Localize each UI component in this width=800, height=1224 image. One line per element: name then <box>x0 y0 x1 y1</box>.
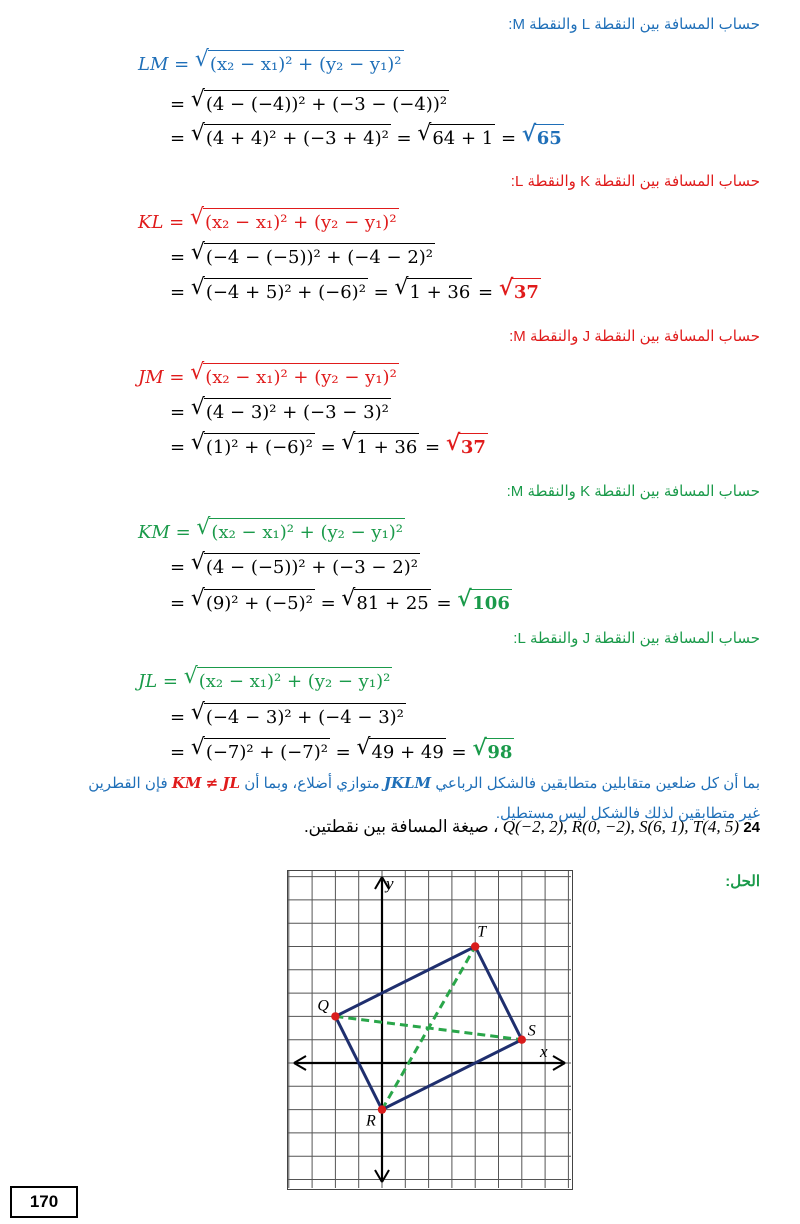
sum: 64 + 1 <box>430 124 495 152</box>
inequality-left: KM <box>171 774 202 792</box>
distance-formula: (x₂ − x₁)² + (y₂ − y₁)² <box>203 363 399 391</box>
point-r <box>378 1105 386 1113</box>
formula-line: JM = √ (x₂ − x₁)² + (y₂ − y₁)² <box>138 363 399 391</box>
point-label-r: R <box>366 1112 376 1130</box>
point-q <box>331 1012 339 1020</box>
substitution-line: = √ (−4 − 3)² + (−4 − 3)² <box>170 703 406 731</box>
coordinate-figure <box>287 870 573 1190</box>
shape-name: JKLM <box>383 774 432 792</box>
x-axis-label: x <box>540 1042 548 1061</box>
substitution: (−4 − 3)² + (−4 − 3)² <box>204 703 406 731</box>
simplified: (−7)² + (−7)² <box>204 738 330 766</box>
formula-line: LM = √ (x₂ − x₁)² + (y₂ − y₁)² <box>138 50 404 78</box>
substitution: (−4 − (−5))² + (−4 − 2)² <box>204 243 435 271</box>
formula-line: JL = √ (x₂ − x₁)² + (y₂ − y₁)² <box>138 667 392 695</box>
substitution-line: = √ (−4 − (−5))² + (−4 − 2)² <box>170 243 435 271</box>
substitution-line: = √ (4 − (−4))² + (−3 − (−4))² <box>170 90 449 118</box>
final-answer: 65 <box>535 124 564 152</box>
sum: 49 + 49 <box>369 738 445 766</box>
final-answer: 98 <box>485 738 514 766</box>
simplified: (1)² + (−6)² <box>204 433 315 461</box>
substitution: (4 − 3)² + (−3 − 3)² <box>204 398 391 426</box>
point-s <box>518 1036 526 1044</box>
final-answer: 37 <box>512 278 541 306</box>
distance-formula: (x₂ − x₁)² + (y₂ − y₁)² <box>203 208 399 236</box>
distance-label: JL <box>138 671 158 692</box>
substitution-line: = √ (4 − (−5))² + (−3 − 2)² <box>170 553 420 581</box>
simplification-line: = √ (1)² + (−6)² = √ 1 + 36 = √ 37 <box>170 433 488 461</box>
final-answer: 106 <box>470 589 512 617</box>
solution-label: الحل: <box>725 873 760 890</box>
conclusion-line-2: غير متطابقين لذلك فالشكل ليس مستطيل. <box>495 805 760 822</box>
question-text: ، صيغة المسافة بين نقطتين. <box>304 817 499 836</box>
distance-formula: (x₂ − x₁)² + (y₂ − y₁)² <box>208 50 404 78</box>
distance-label: LM <box>138 54 169 75</box>
substitution: (4 − (−4))² + (−3 − (−4))² <box>204 90 449 118</box>
simplified: (−4 + 5)² + (−6)² <box>204 278 368 306</box>
sum: 1 + 36 <box>407 278 472 306</box>
inequality-sign: ≠ <box>205 774 219 792</box>
sum: 1 + 36 <box>354 433 419 461</box>
final-answer: 37 <box>459 433 488 461</box>
formula-line: KM = √ (x₂ − x₁)² + (y₂ − y₁)² <box>138 518 405 546</box>
conclusion-line-1: بما أن كل ضلعين متقابلين متطابقين فالشكل الرباعي JKLM متوازي أضلاع، وبما أن KM ≠ JL فإن القطرين <box>88 774 760 792</box>
page-number: 170 <box>10 1186 78 1218</box>
distance-label: JM <box>138 367 164 388</box>
substitution-line: = √ (4 − 3)² + (−3 − 3)² <box>170 398 391 426</box>
formula-line: KL = √ (x₂ − x₁)² + (y₂ − y₁)² <box>138 208 399 236</box>
section-heading-lm: حساب المسافة بين النقطة L والنقطة M: <box>508 16 760 33</box>
point-label-s: S <box>527 1022 536 1040</box>
y-axis-label: y <box>386 874 394 893</box>
simplified: (9)² + (−5)² <box>204 589 315 617</box>
substitution: (4 − (−5))² + (−3 − 2)² <box>204 553 420 581</box>
sum: 81 + 25 <box>354 589 430 617</box>
simplification-line: = √ (−4 + 5)² + (−6)² = √ 1 + 36 = √ 37 <box>170 278 541 306</box>
section-heading-jl: حساب المسافة بين النقطة J والنقطة L: <box>513 630 760 647</box>
coordinate-grid-svg <box>288 871 571 1188</box>
simplified: (4 + 4)² + (−3 + 4)² <box>204 124 391 152</box>
distance-label: KM <box>138 522 170 543</box>
section-heading-kl: حساب المسافة بين النقطة K والنقطة L: <box>510 173 760 190</box>
inequality-right: JL <box>222 774 241 792</box>
point-label-t: T <box>477 923 487 941</box>
distance-formula: (x₂ − x₁)² + (y₂ − y₁)² <box>197 667 393 695</box>
point-t <box>471 942 479 950</box>
question-number: 24 <box>743 819 760 836</box>
question-24 <box>304 817 760 837</box>
simplification-line: = √ (9)² + (−5)² = √ 81 + 25 = √ 106 <box>170 589 512 617</box>
section-heading-km: حساب المسافة بين النقطة K والنقطة M: <box>506 483 760 500</box>
simplification-line: = √ (−7)² + (−7)² = √ 49 + 49 = √ 98 <box>170 738 514 766</box>
distance-label: KL <box>138 212 164 233</box>
point-label-q: Q <box>317 997 329 1015</box>
distance-formula: (x₂ − x₁)² + (y₂ − y₁)² <box>209 518 405 546</box>
section-heading-jm: حساب المسافة بين النقطة J والنقطة M: <box>509 328 760 345</box>
simplification-line: = √ (4 + 4)² + (−3 + 4)² = √ 64 + 1 = √ 65 <box>170 124 564 152</box>
question-points: Q(−2, 2), R(0, −2), S(6, 1), T(4, 5) <box>502 817 740 836</box>
